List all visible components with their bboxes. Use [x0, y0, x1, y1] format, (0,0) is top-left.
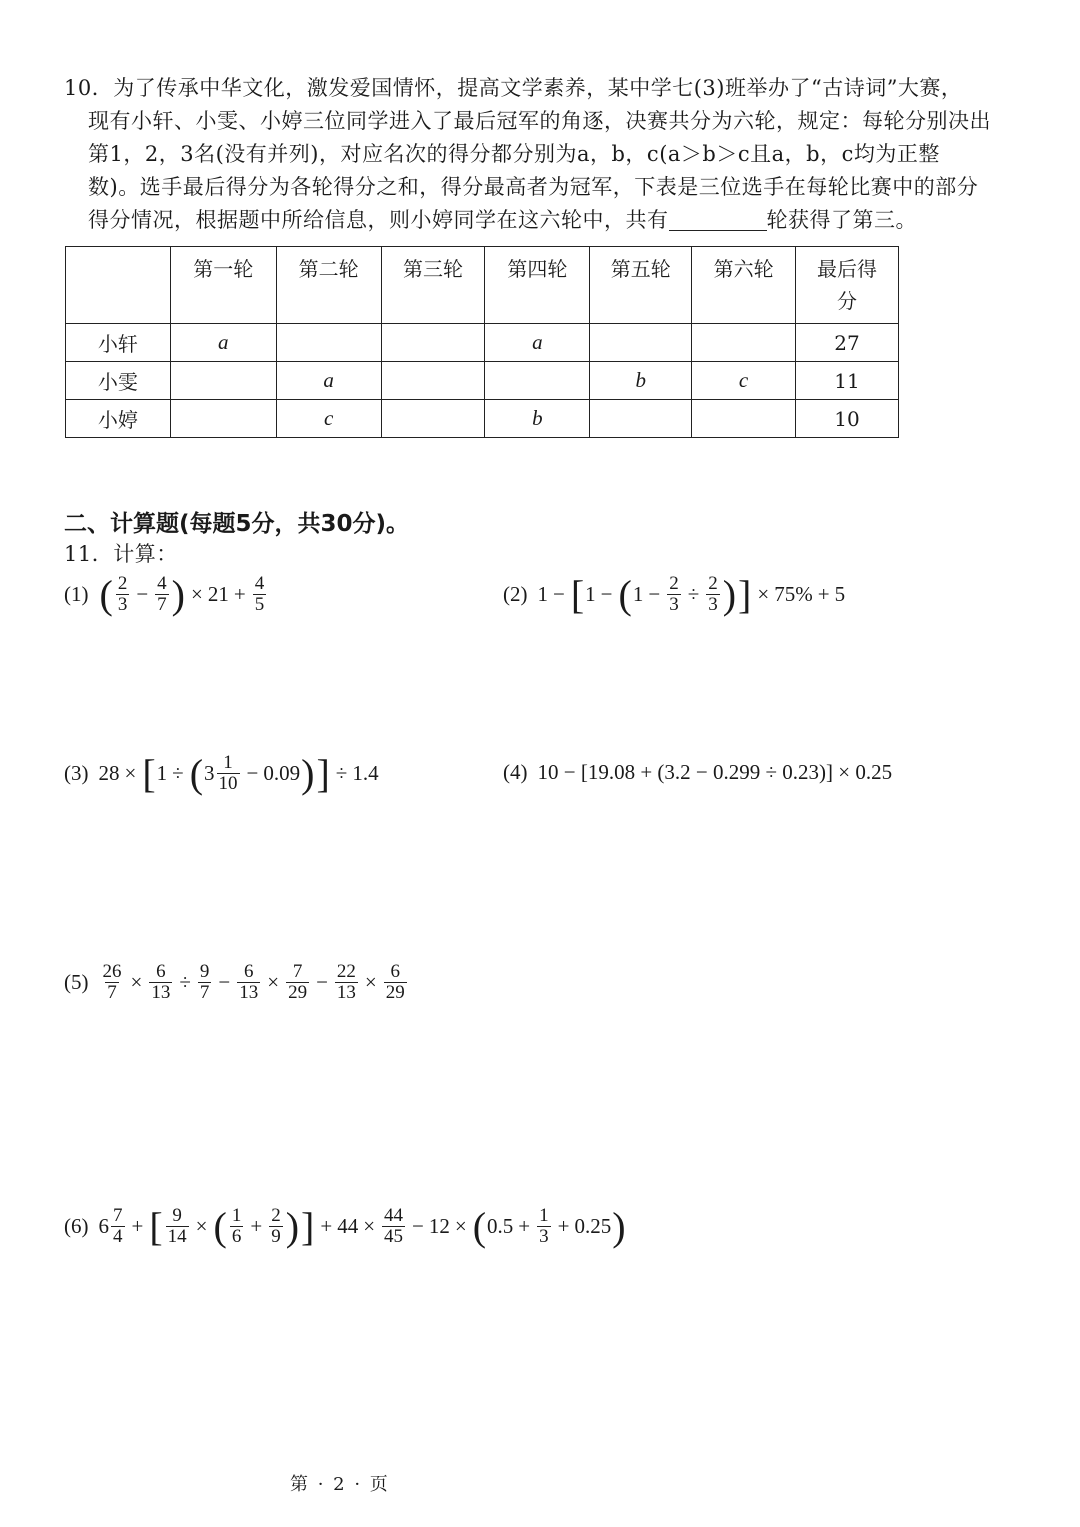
q10-line-5-before: 得分情况，根据题中所给信息，则小婷同学在这六轮中，共有	[88, 208, 669, 232]
q11-label: 11．计算：	[64, 542, 178, 566]
fraction: $\frac{1}{3}$	[539, 1205, 549, 1247]
table-cell	[381, 324, 485, 362]
table-cell	[692, 324, 796, 362]
problem-label: (4)	[503, 760, 528, 784]
fraction: $\frac{2}{3}$	[117, 573, 128, 615]
problem-label: (6)	[64, 1214, 89, 1238]
fraction: $\frac{9}{7}$	[199, 961, 210, 1003]
q10-line-5	[88, 204, 917, 237]
table-header-cell: 最后得分	[796, 247, 899, 324]
q10-line-3: 第1，2，3名(没有并列)，对应名次的得分都分别为a，b，c(a＞b＞c且a，b，c均为正整	[88, 142, 940, 166]
table-cell: b	[485, 400, 590, 438]
table-cell: a	[485, 324, 590, 362]
fraction: $\frac{9}{14}$	[167, 1205, 187, 1247]
row-name: 小轩	[66, 324, 171, 362]
table-cell	[590, 400, 692, 438]
table-row	[66, 362, 899, 400]
table-cell: a	[170, 324, 276, 362]
answer-blank[interactable]	[669, 208, 767, 231]
fraction: $\frac{22}{13}$	[336, 961, 356, 1003]
table-cell	[381, 362, 485, 400]
section-title: 二、计算题(每题5分，共30分)。	[64, 511, 410, 537]
q10-line-1: 10．为了传承中华文化，激发爱国情怀，提高文学素养，某中学七(3)班举办了“古诗词”大赛，	[64, 76, 963, 100]
fraction: $\frac{6}{13}$	[239, 961, 259, 1003]
table-cell	[381, 400, 485, 438]
table-cell: b	[590, 362, 692, 400]
table-header-row	[66, 247, 899, 324]
total-cell: 27	[796, 324, 899, 362]
row-name: 小婷	[66, 400, 171, 438]
table-row	[66, 400, 899, 438]
table-cell: a	[276, 362, 381, 400]
problem-2: (2) 1 − [ 1 − ( 1 − $\frac{2}{3}$ ÷ $\frac{2}{3}$ ) ] × 75% + 5	[503, 571, 846, 617]
table-header-cell: 第五轮	[590, 247, 692, 324]
table-cell	[590, 324, 692, 362]
table-header-cell: 第二轮	[276, 247, 381, 324]
total-cell: 11	[796, 362, 899, 400]
fraction: $\frac{7}{29}$	[288, 961, 308, 1003]
score-table	[65, 246, 899, 438]
fraction: $\frac{2}{3}$	[708, 573, 718, 615]
fraction: $\frac{1}{10}$	[218, 752, 238, 794]
problem-1: (1) ( $\frac{2}{3}$ − $\frac{4}{7}$ ) × 21 + $\frac{4}{5}$	[64, 571, 265, 617]
page-number: 第 · 2 · 页	[290, 1474, 390, 1495]
table-cell	[170, 362, 276, 400]
table-cell	[170, 400, 276, 438]
problem-6: (6) 6 $\frac{7}{4}$ + [ $\frac{9}{14}$ × ( $\frac{1}{6}$ + $\frac{2}{9}$ ) ] + 44 × $\frac{44}{45}$ − 12 × ( 0.5 + $\frac{1}{3}$ + 0.25 )	[64, 1203, 626, 1249]
table-header-cell: 第六轮	[692, 247, 796, 324]
problem-3: (3) 28 × [ 1 ÷ ( 3 $\frac{1}{10}$ − 0.09 ) ] ÷ 1.4	[64, 750, 379, 796]
table-cell	[692, 400, 796, 438]
problem-5: (5) $\frac{26}{7}$ × $\frac{6}{13}$ ÷ $\frac{9}{7}$ − $\frac{6}{13}$ × $\frac{7}{29}$ − $\frac{22}{13}$ × $\frac{6}{29}$	[64, 961, 405, 1003]
problem-expression: 10 − [19.08 + (3.2 − 0.299 ÷ 0.23)] × 0.25	[537, 760, 893, 784]
row-name: 小雯	[66, 362, 171, 400]
fraction: $\frac{7}{4}$	[113, 1205, 123, 1247]
table-header-cell: 第三轮	[381, 247, 485, 324]
table-cell	[276, 324, 381, 362]
total-cell: 10	[796, 400, 899, 438]
fraction: $\frac{26}{7}$	[102, 961, 122, 1003]
problem-label: (5)	[64, 970, 89, 994]
fraction: $\frac{2}{3}$	[669, 573, 679, 615]
table-header-cell	[66, 247, 171, 324]
table-header-cell: 第一轮	[170, 247, 276, 324]
problem-label: (3)	[64, 761, 89, 785]
table-row	[66, 324, 899, 362]
q10-line-5-after: 轮获得了第三。	[766, 208, 917, 232]
problem-label: (2)	[503, 582, 528, 606]
fraction: $\frac{44}{45}$	[384, 1205, 404, 1247]
problem-4	[503, 760, 892, 785]
fraction: $\frac{4}{5}$	[254, 573, 265, 615]
fraction: $\frac{4}{7}$	[157, 573, 167, 615]
fraction: $\frac{1}{6}$	[231, 1205, 242, 1247]
table-header-cell: 第四轮	[485, 247, 590, 324]
problem-label: (1)	[64, 582, 89, 606]
q10-line-2: 现有小轩、小雯、小婷三位同学进入了最后冠军的角逐，决赛共分为六轮，规定：每轮分别决出	[88, 109, 991, 133]
fraction: $\frac{2}{9}$	[271, 1205, 281, 1247]
table-cell: c	[692, 362, 796, 400]
q10-line-4: 数)。选手最后得分为各轮得分之和，得分最高者为冠军，下表是三位选手在每轮比赛中的部分	[88, 175, 979, 199]
table-cell: c	[276, 400, 381, 438]
fraction: $\frac{6}{29}$	[385, 961, 405, 1003]
table-cell	[485, 362, 590, 400]
fraction: $\frac{6}{13}$	[151, 961, 171, 1003]
